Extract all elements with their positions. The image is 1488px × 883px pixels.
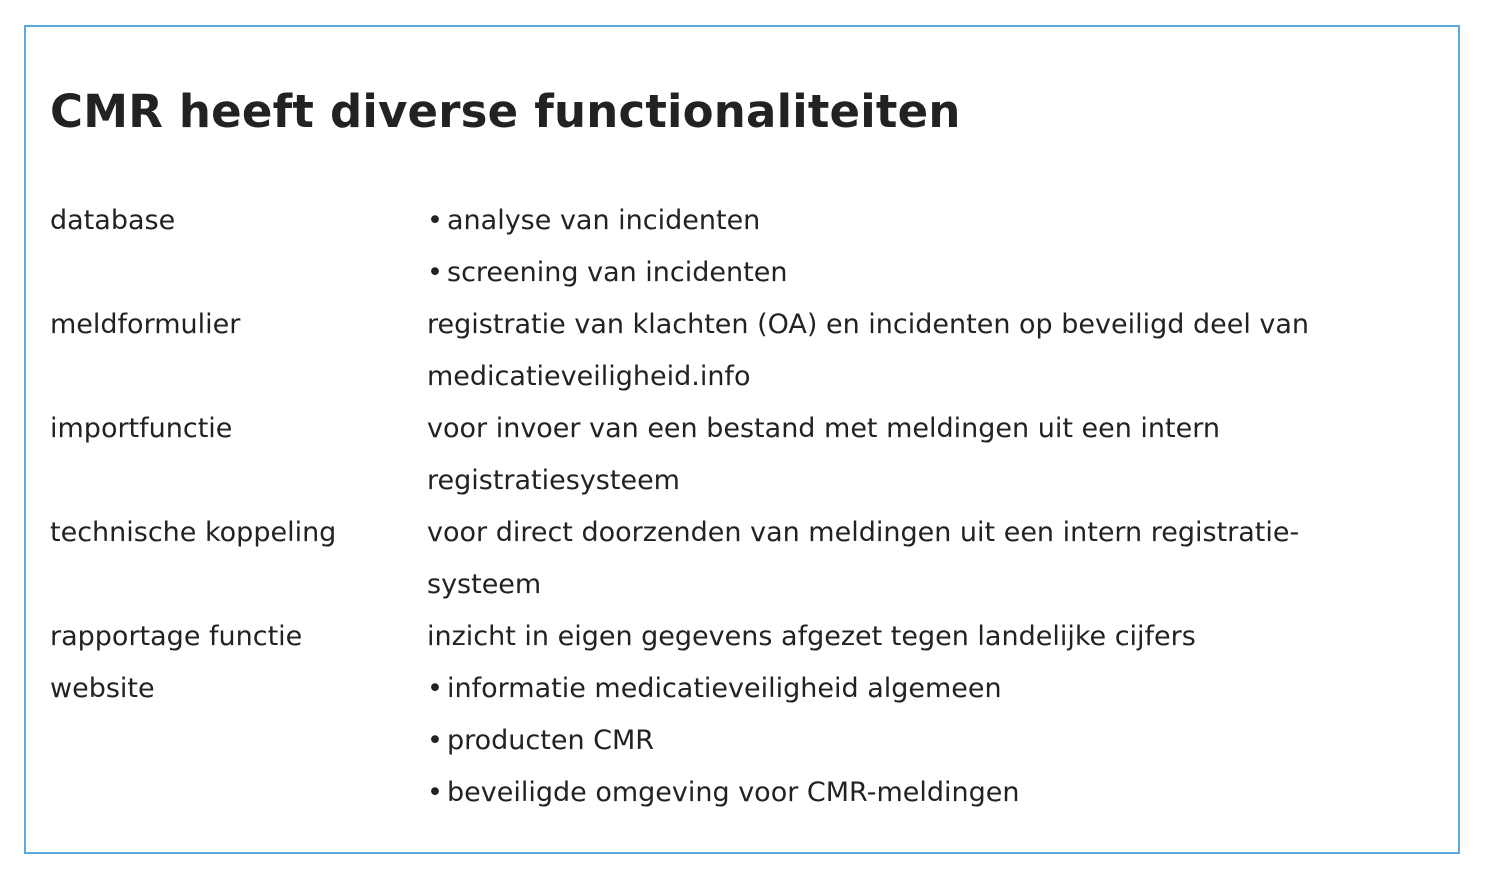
term-label: technische koppeling [50,517,337,548]
bullet-item [427,767,1440,819]
description [427,299,1440,403]
term-label: website [50,673,155,704]
bullet-text: screening van incidenten [447,257,788,288]
description-line: registratiesysteem [427,465,680,496]
functionality-panel [24,25,1460,854]
bullet-text: producten CMR [447,725,655,756]
functionality-list [50,195,1440,819]
description-line: voor direct doorzenden van meldingen uit een intern registratie- [427,517,1300,548]
bullet-item [427,195,1440,247]
description [427,663,1440,819]
row-website [50,663,1440,819]
description-line: registratie van klachten (OA) en incidenten op beveiligd deel van [427,309,1310,340]
description-line: systeem [427,569,542,600]
row-meldformulier [50,299,1440,403]
description-line: voor invoer van een bestand met meldingen uit een intern [427,413,1220,444]
term-label: database [50,205,176,236]
description [427,611,1440,663]
bullet-item [427,247,1440,299]
description [427,403,1440,507]
bullet-icon: • [427,673,443,704]
bullet-item [427,663,1440,715]
term-label: rapportage functie [50,621,303,652]
term-label: importfunctie [50,413,233,444]
description-line: inzicht in eigen gegevens afgezet tegen landelijke cijfers [427,621,1196,652]
row-database [50,195,1440,299]
description-line: medicatieveiligheid.info [427,361,751,392]
description [427,195,1440,299]
row-technische-koppeling [50,507,1440,611]
bullet-text: analyse van incidenten [447,205,761,236]
row-rapportage-functie [50,611,1440,663]
panel-title: CMR heeft diverse functionaliteiten [50,85,961,138]
description [427,507,1440,611]
row-importfunctie [50,403,1440,507]
bullet-text: informatie medicatieveiligheid algemeen [447,673,1002,704]
bullet-icon: • [427,257,443,288]
bullet-icon: • [427,725,443,756]
bullet-icon: • [427,777,443,808]
bullet-icon: • [427,205,443,236]
term-label: meldformulier [50,309,241,340]
bullet-item [427,715,1440,767]
bullet-text: beveiligde omgeving voor CMR-meldingen [447,777,1020,808]
